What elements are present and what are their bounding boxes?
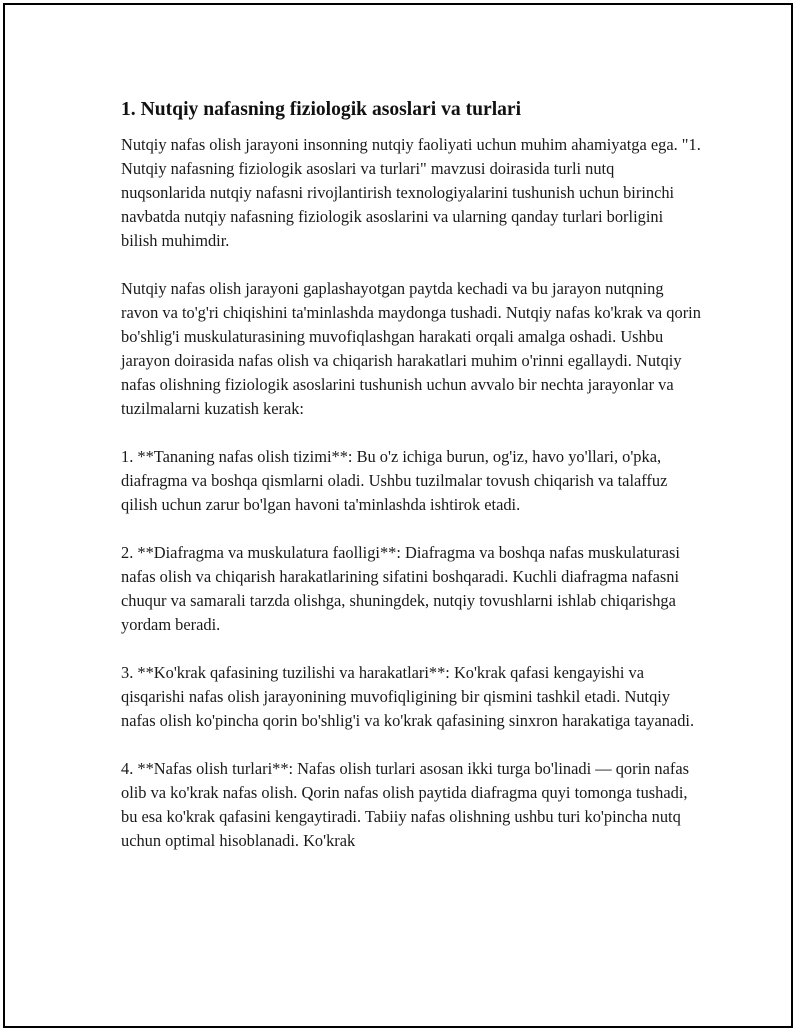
document-content [121, 97, 701, 877]
document-title: 1. Nutqiy nafasning fiziologik asoslari va turlari [121, 99, 522, 120]
list-item-diaphragm: 2. **Diafragma va muskulatura faolligi**: Diafragma va boshqa nafas muskulaturasi nafas olish va chiqarish harakatlarining sifatini boshqaradi. Kuchli diafragma nafasni chuqur va samarali tarzda olishga, shuningdek, nutqiy tovushlarni ishlab chiqarishga yordam beradi. [121, 543, 680, 634]
paragraph-intro: Nutqiy nafas olish jarayoni insonning nutqiy faoliyati uchun muhim ahamiyatga ega. "1. Nutqiy nafasning fiziologik asoslari va turlari" mavzusi doirasida turli nutq nuqsonlarida nutqiy nafasni rivojlantirish texnologiyalarini tushunish uchun birinchi navbatda nutqiy nafasning fiziologik asoslarini va ularning qanday turlari borligini bilish muhimdir. [121, 135, 701, 250]
list-item-breathing-types: 4. **Nafas olish turlari**: Nafas olish turlari asosan ikki turga bo'linadi — qorin nafas olib va ko'krak nafas olish. Qorin nafas olish paytida diafragma quyi tomonga tushadi, bu esa ko'krak qafasini kengaytiradi. Tabiiy nafas olishning ushbu turi ko'pincha nutq uchun optimal hisoblanadi. Ko'krak [121, 759, 690, 850]
paragraph-process: Nutqiy nafas olish jarayoni gaplashayotgan paytda kechadi va bu jarayon nutqning ravon va to'g'ri chiqishini ta'minlashda maydonga tushadi. Nutqiy nafas ko'krak va qorin bo'shlig'i muskulaturasining muvofiqlashgan harakati orqali amalga oshadi. Ushbu jarayon doirasida nafas olish va chiqarish harakatlari muhim o'rinni egallaydi. Nutqiy nafas olishning fiziologik asoslarini tushunish uchun avvalo bir nechta jarayonlar va tuzilmalarni kuzatish kerak: [121, 279, 701, 418]
page-frame [3, 3, 793, 1028]
list-item-chest: 3. **Ko'krak qafasining tuzilishi va harakatlari**: Ko'krak qafasi kengayishi va qisqarishi nafas olish jarayonining muvofiqligining bir qismini tashkil etadi. Nutqiy nafas olish ko'pincha qorin bo'shlig'i va ko'krak qafasining sinxron harakatiga tayanadi. [121, 663, 695, 730]
list-item-breathing-system: 1. **Tananing nafas olish tizimi**: Bu o'z ichiga burun, og'iz, havo yo'llari, o'pka, diafragma va boshqa qismlarni oladi. Ushbu tuzilmalar tovush chiqarish va talaffuz qilish uchun zarur bo'lgan havoni ta'minlashda ishtirok etadi. [121, 447, 668, 514]
